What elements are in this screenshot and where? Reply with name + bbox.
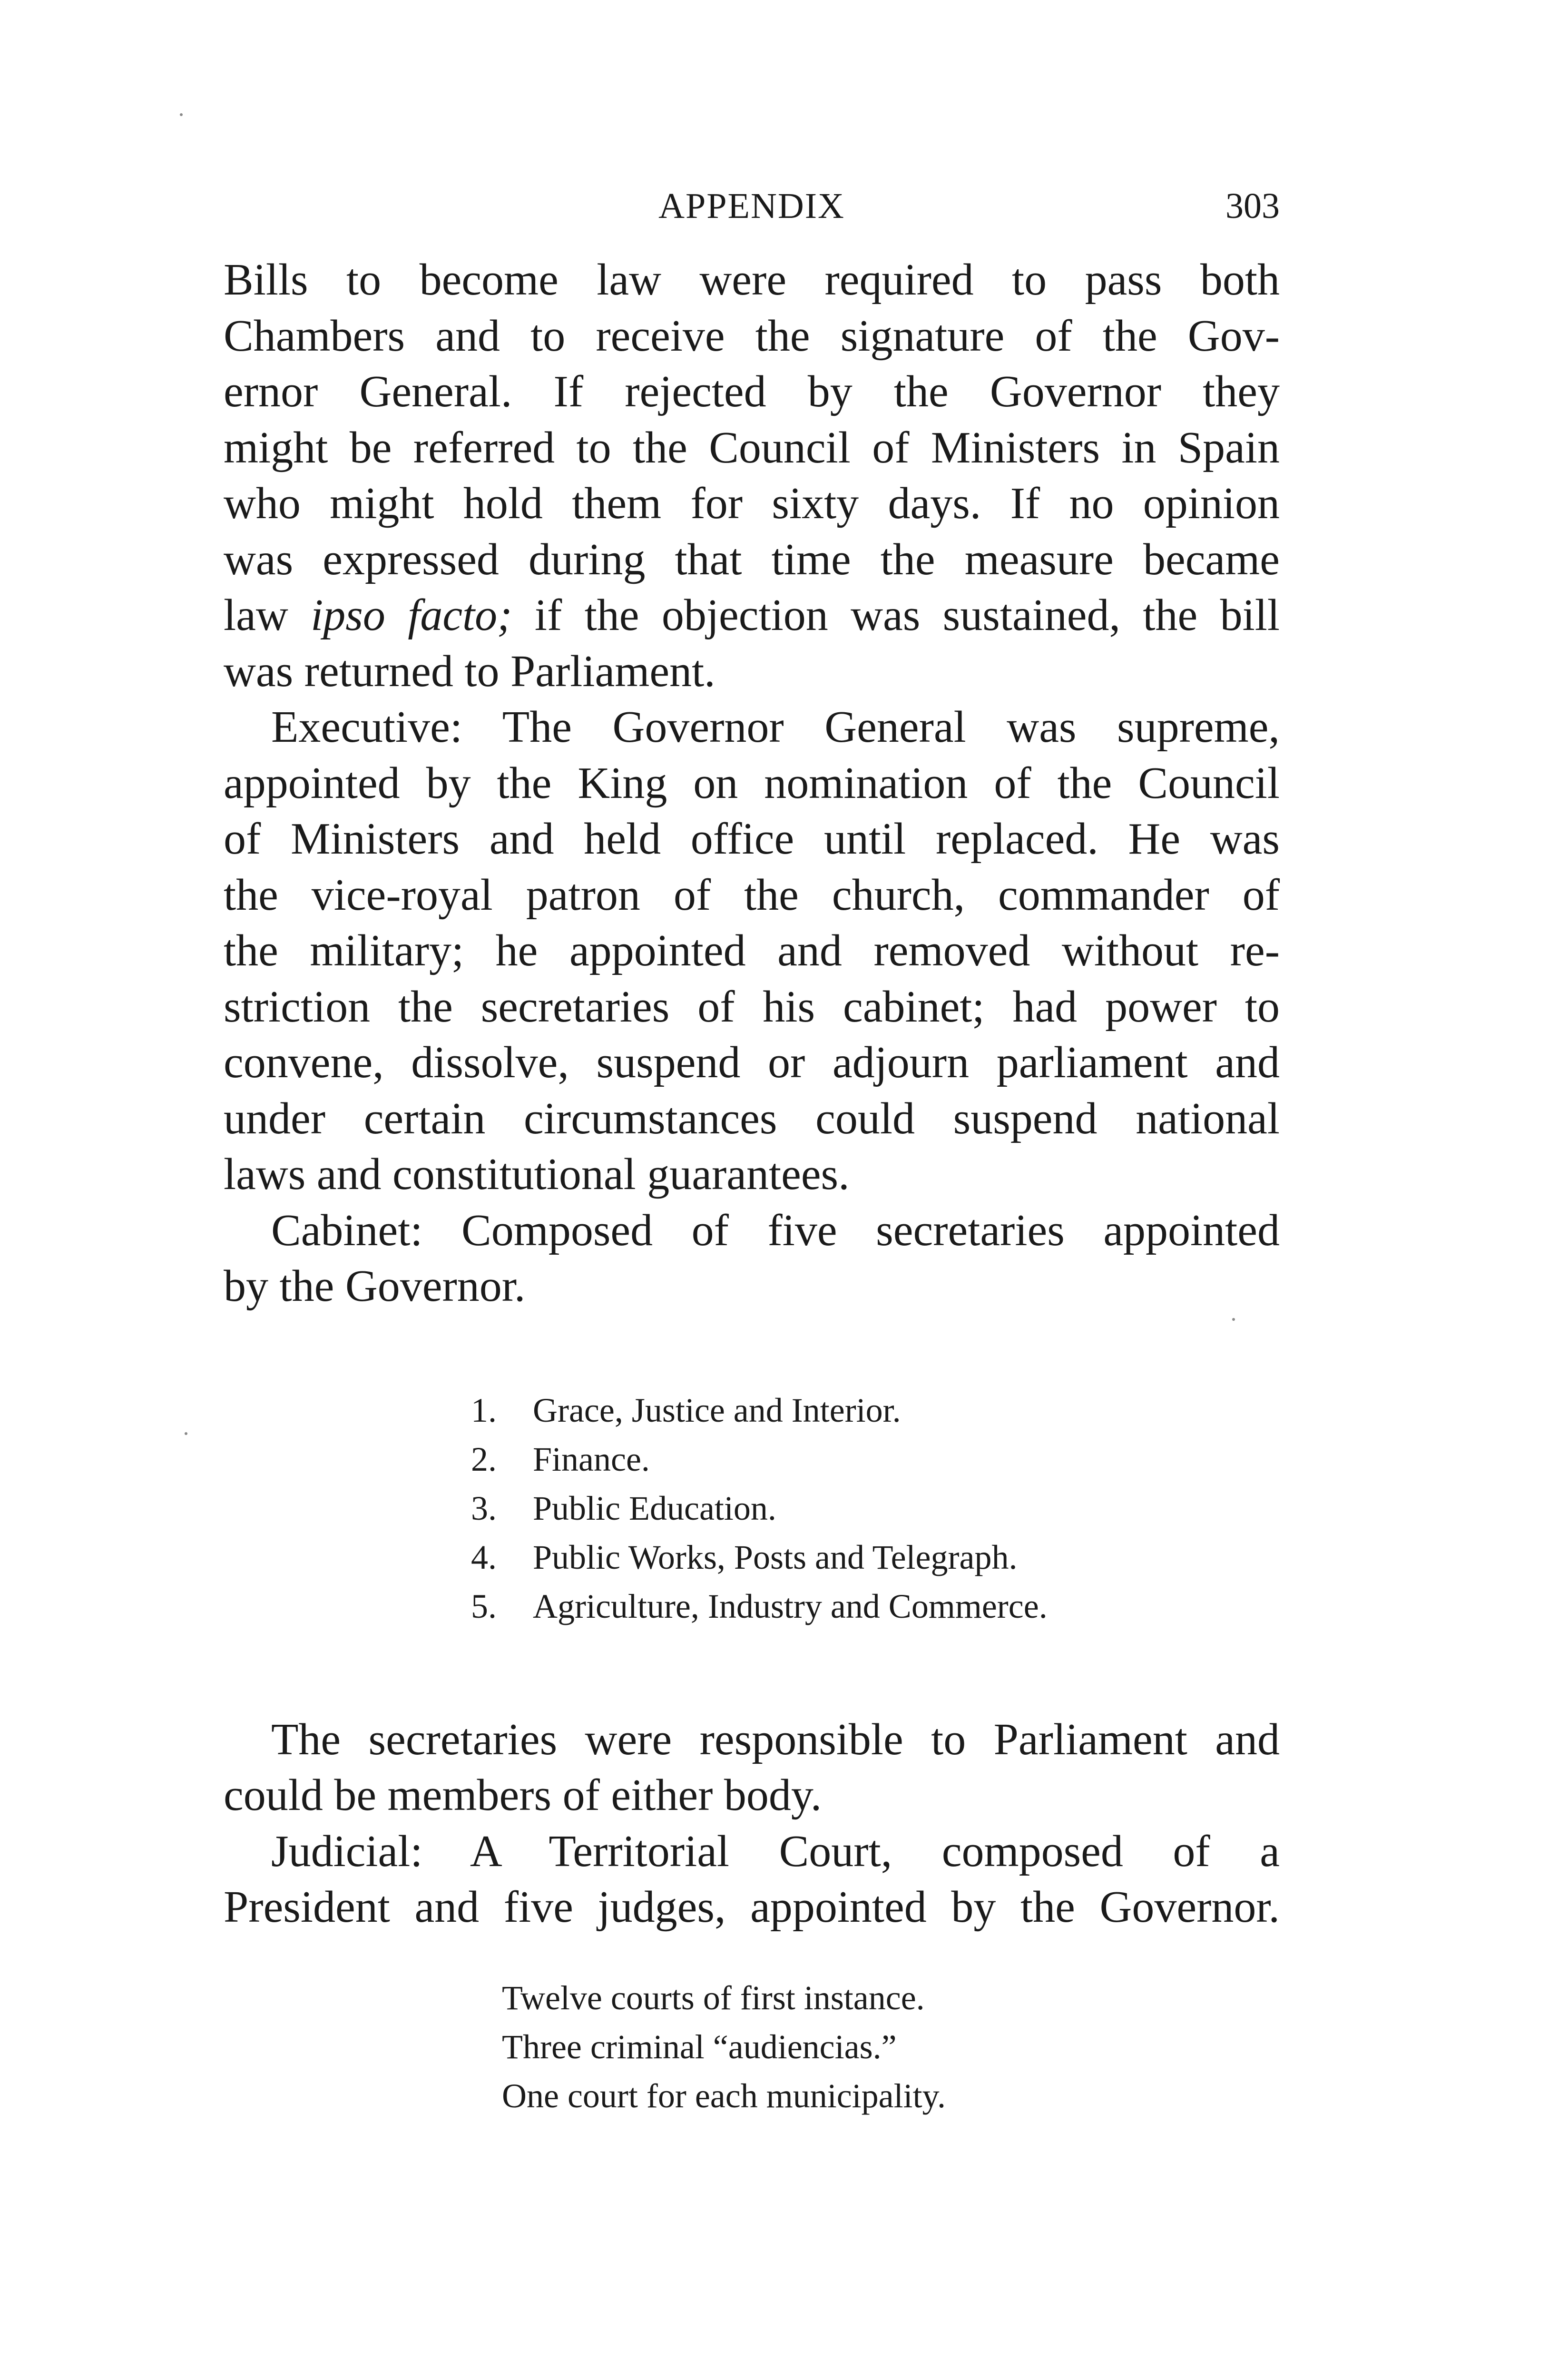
- text-line: Cabinet: Composed of five secretaries appointed: [271, 1205, 1280, 1255]
- text-line: Judicial: A Territorial Court, composed of a: [271, 1826, 1280, 1876]
- list-item: One court for each municipality.: [502, 2076, 946, 2115]
- list-text: Public Education.: [533, 1489, 776, 1527]
- list-item: Twelve courts of first instance.: [502, 1978, 925, 2017]
- text-line: the vice-royal patron of the church, commander of: [224, 870, 1280, 920]
- text-line: [224, 588, 1280, 644]
- text-line: convene, dissolve, suspend or adjourn parliament and: [224, 1038, 1280, 1087]
- list-item: [471, 1533, 1280, 1582]
- list-text: Finance.: [533, 1440, 650, 1478]
- text-line: striction the secretaries of his cabinet; had power to: [224, 982, 1280, 1032]
- text-line: Bills to become law were required to pass both: [224, 255, 1280, 305]
- running-head: [224, 186, 1280, 252]
- text-line: The secretaries were responsible to Parliament and: [271, 1714, 1280, 1764]
- text-run: if the objection was sustained, the bill: [512, 590, 1280, 640]
- text-line: laws and constitutional guarantees.: [224, 1150, 850, 1199]
- list-item: [471, 1484, 1280, 1533]
- list-number: 5.: [471, 1587, 497, 1625]
- courts-list: [224, 1974, 1280, 2121]
- page-number: 303: [1225, 186, 1280, 226]
- text-line: of Ministers and held office until replaced. He was: [224, 814, 1280, 864]
- text-line: ernor General. If rejected by the Governor they: [224, 367, 1280, 416]
- list-text: Grace, Justice and Interior.: [533, 1391, 901, 1429]
- cabinet-list: [224, 1386, 1280, 1631]
- text-line: Executive: The Governor General was supreme,: [271, 702, 1280, 752]
- scan-speck: [185, 1432, 187, 1435]
- text-line: could be members of either body.: [224, 1770, 822, 1820]
- list-number: 2.: [471, 1440, 497, 1478]
- scan-speck: [1232, 1318, 1235, 1321]
- list-item: [471, 1435, 1280, 1484]
- list-text: Public Works, Posts and Telegraph.: [533, 1538, 1018, 1576]
- text-line: was expressed during that time the measure became: [224, 534, 1280, 584]
- text-line: Chambers and to receive the signature of the Gov-: [224, 311, 1280, 361]
- italic-phrase: ipso facto;: [311, 590, 512, 640]
- text-line: who might hold them for sixty days. If no opinion: [224, 479, 1280, 528]
- text-line: the military; he appointed and removed without re-: [224, 926, 1280, 975]
- text-line: under certain circumstances could suspend national: [224, 1093, 1280, 1143]
- list-item: [471, 1386, 1280, 1435]
- text-line: appointed by the King on nomination of the Council: [224, 758, 1280, 808]
- text-line: by the Governor.: [224, 1261, 526, 1311]
- list-number: 4.: [471, 1538, 497, 1576]
- list-item: [471, 1582, 1280, 1631]
- body-text: [224, 252, 1280, 1315]
- book-page: [224, 186, 1280, 2121]
- list-number: 1.: [471, 1391, 497, 1429]
- text-line: might be referred to the Council of Ministers in Spain: [224, 423, 1280, 472]
- list-number: 3.: [471, 1489, 497, 1527]
- running-head-title: APPENDIX: [658, 186, 845, 226]
- text-line: was returned to Parliament.: [224, 646, 715, 696]
- list-text: Agriculture, Industry and Commerce.: [533, 1587, 1048, 1625]
- scan-speck: [180, 113, 183, 116]
- text-run: law: [224, 590, 311, 640]
- list-item: Three criminal “audiencias.”: [502, 2027, 897, 2066]
- body-text-continued: [224, 1712, 1280, 1936]
- text-line: President and five judges, appointed by the Governor.: [224, 1882, 1280, 1932]
